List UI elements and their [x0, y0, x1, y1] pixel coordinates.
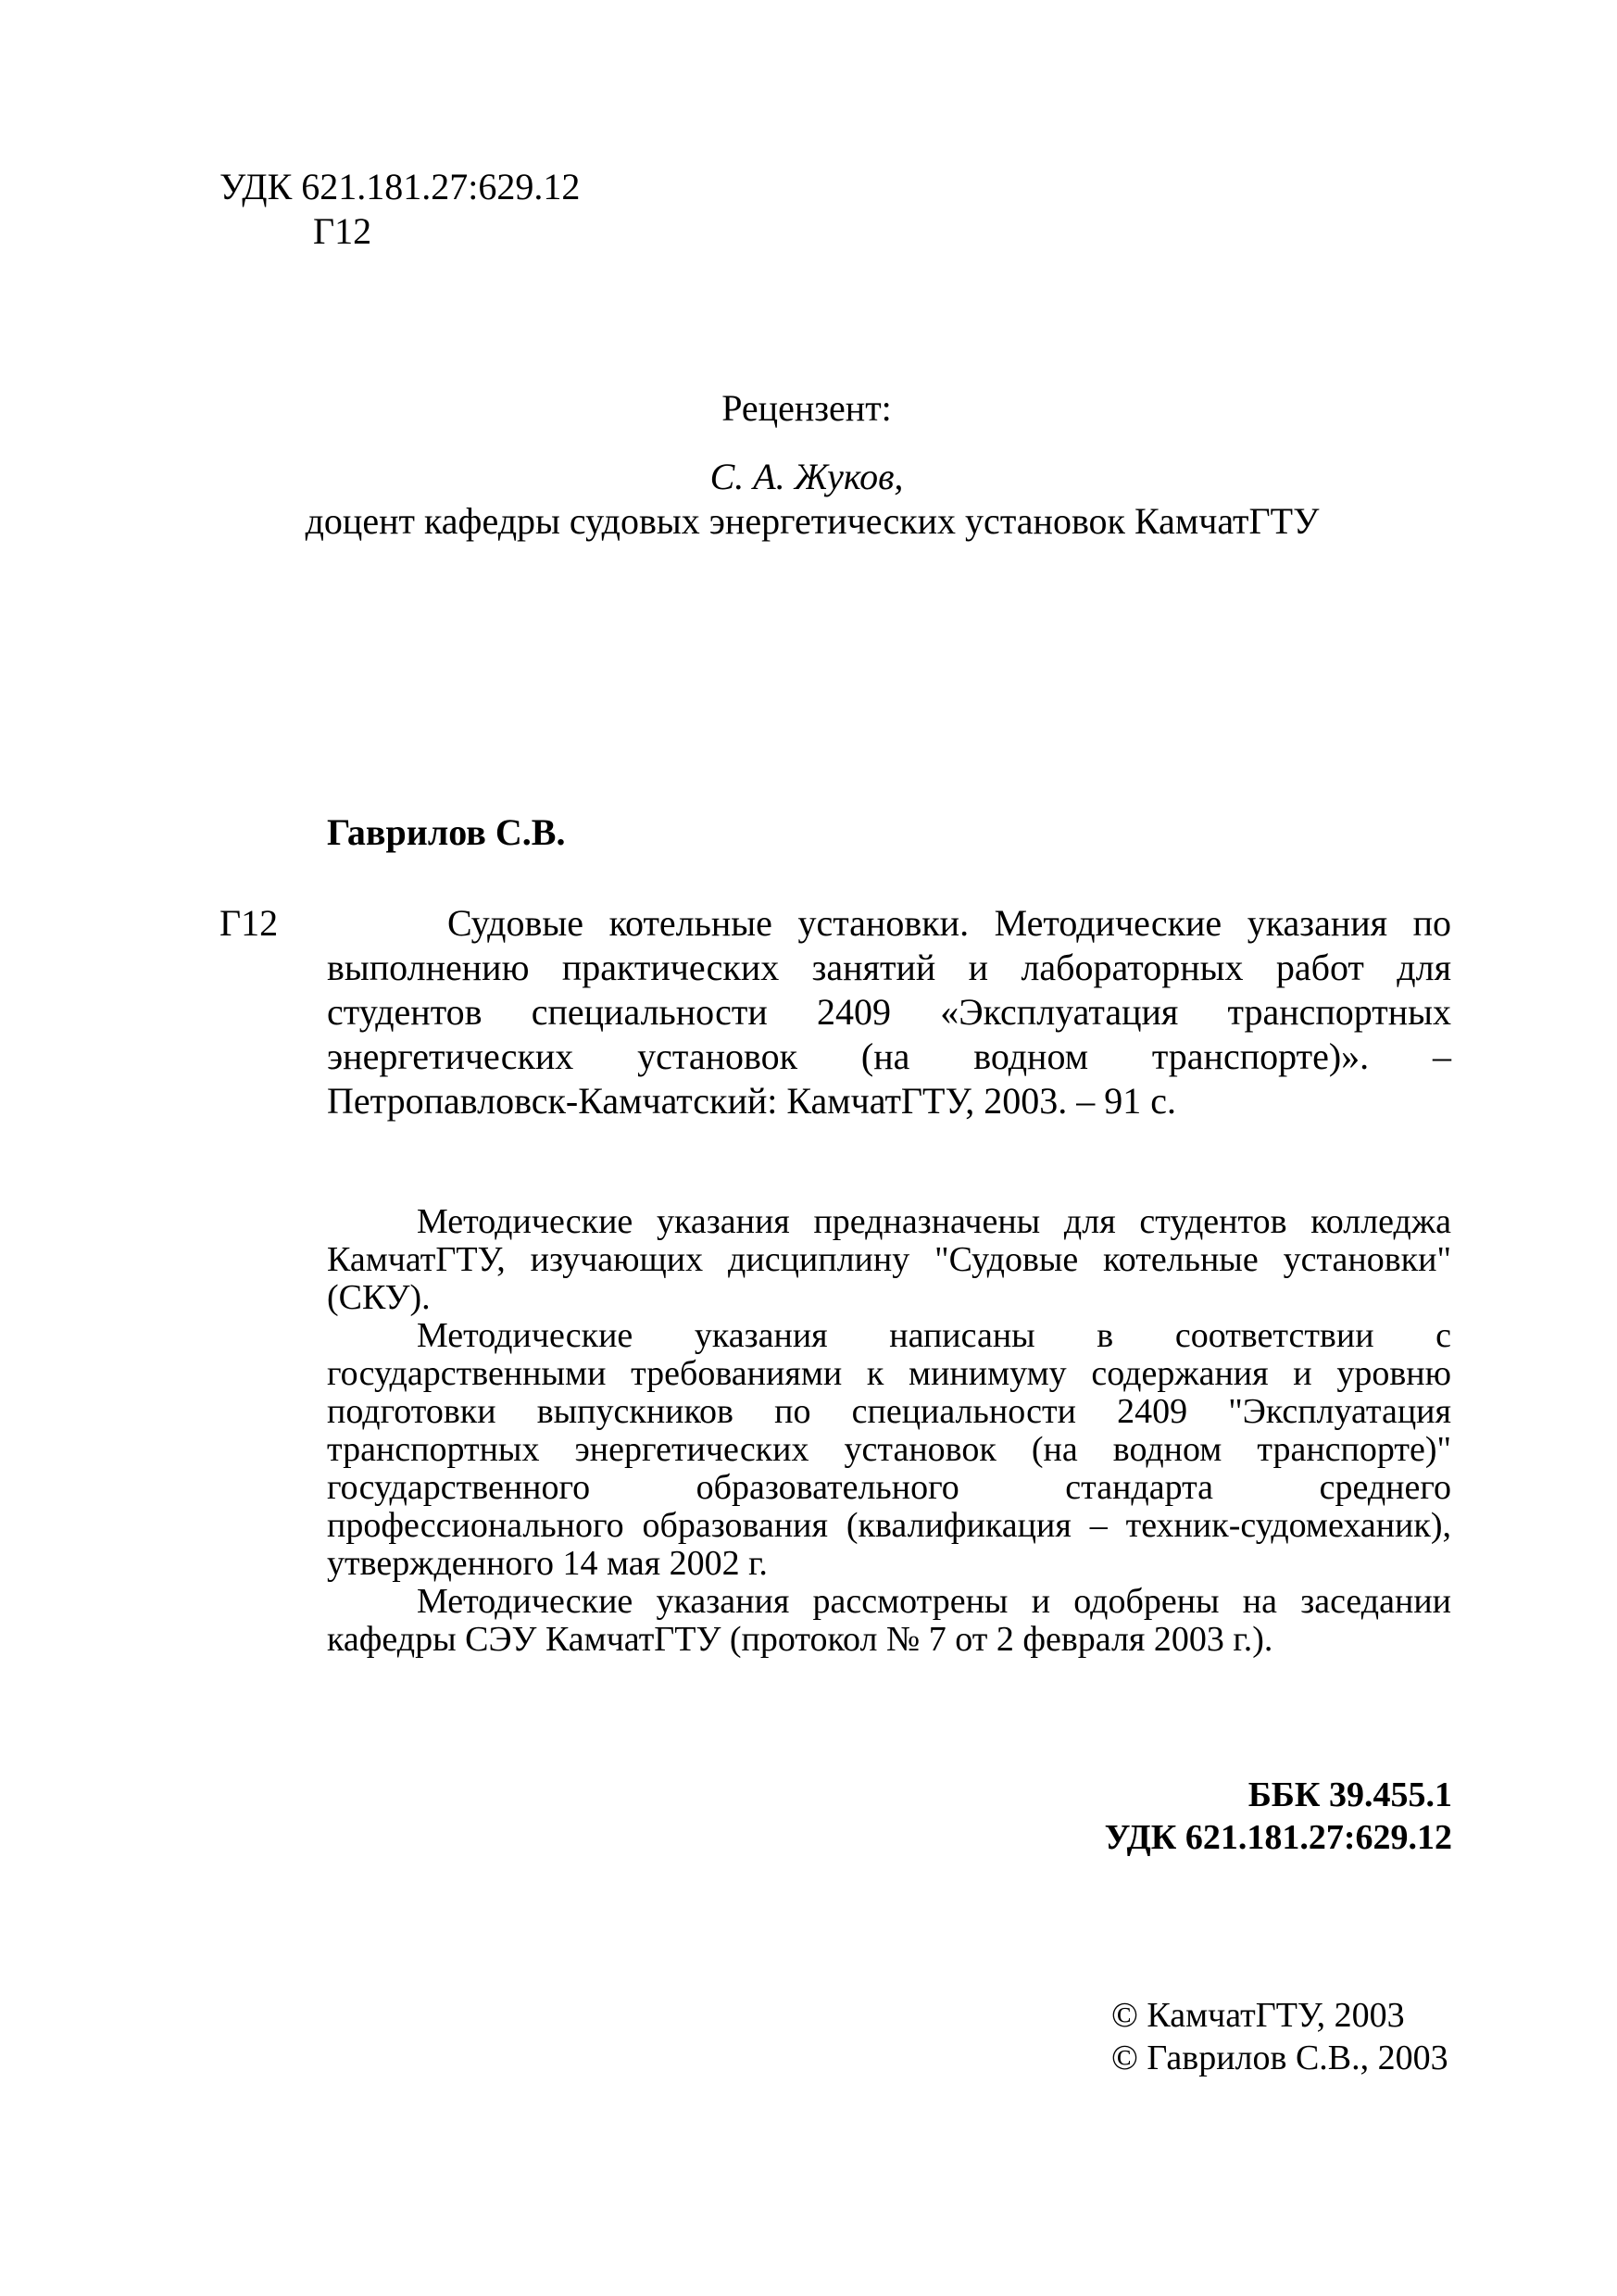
annotation-p2-line: государственного образовательного стандарта среднего: [327, 1468, 1451, 1507]
annotation-p2-line: транспортных энергетических установок (на водном транспорте)": [327, 1430, 1451, 1469]
annotation-p1-line: КамчатГТУ, изучающих дисциплину "Судовые котельные установки": [327, 1240, 1451, 1279]
annotation-p3-line: Методические указания рассмотрены и одобрены на заседании: [417, 1582, 1451, 1621]
bibliographic-line: выполнению практических занятий и лабораторных работ для: [327, 947, 1451, 988]
copyright-line-1: © КамчатГТУ, 2003: [1111, 1996, 1405, 2035]
annotation-p2-line: профессионального образования (квалификация – техник-судомеханик),: [327, 1506, 1451, 1545]
author-name: Гаврилов С.В.: [327, 811, 566, 853]
annotation-p1-line: Методические указания предназначены для студентов колледжа: [417, 1202, 1451, 1241]
annotation-p2-line: подготовки выпускников по специальности 2409 "Эксплуатация: [327, 1392, 1451, 1431]
classification-udk: УДК 621.181.27:629.12: [1104, 1818, 1452, 1857]
annotation-p1-line: (СКУ).: [327, 1278, 431, 1317]
bibliographic-line: Судовые котельные установки. Методические указания по: [447, 902, 1451, 944]
header-code: Г12: [313, 210, 372, 252]
annotation-p2-line: Методические указания написаны в соответствии с: [417, 1316, 1451, 1355]
reviewer-label: Рецензент:: [721, 387, 892, 429]
classification-bbk: ББК 39.455.1: [1247, 1775, 1452, 1814]
copyright-line-2: © Гаврилов С.В., 2003: [1111, 2039, 1448, 2077]
header-udk: УДК 621.181.27:629.12: [219, 166, 581, 207]
annotation-p2-line: утвержденного 14 мая 2002 г.: [327, 1544, 768, 1583]
annotation: [327, 1203, 1451, 1659]
bibliographic-line: студентов специальности 2409 «Эксплуатация транспортных: [327, 991, 1451, 1033]
annotation-p3-line: кафедры СЭУ КамчатГТУ (протокол № 7 от 2 февраля 2003 г.).: [327, 1620, 1273, 1659]
reviewer-name: С. А. Жуков,: [709, 456, 904, 497]
reviewer-position: доцент кафедры судовых энергетических установок КамчатГТУ: [305, 500, 1320, 542]
bibliographic-code: Г12: [219, 902, 279, 944]
bibliographic-description: [327, 901, 1451, 1123]
bibliographic-line: энергетических установок (на водном транспорте)». –: [327, 1035, 1451, 1077]
bibliographic-line: Петропавловск-Камчатский: КамчатГТУ, 2003. – 91 с.: [327, 1080, 1177, 1122]
annotation-p2-line: государственными требованиями к минимуму содержания и уровню: [327, 1354, 1451, 1393]
